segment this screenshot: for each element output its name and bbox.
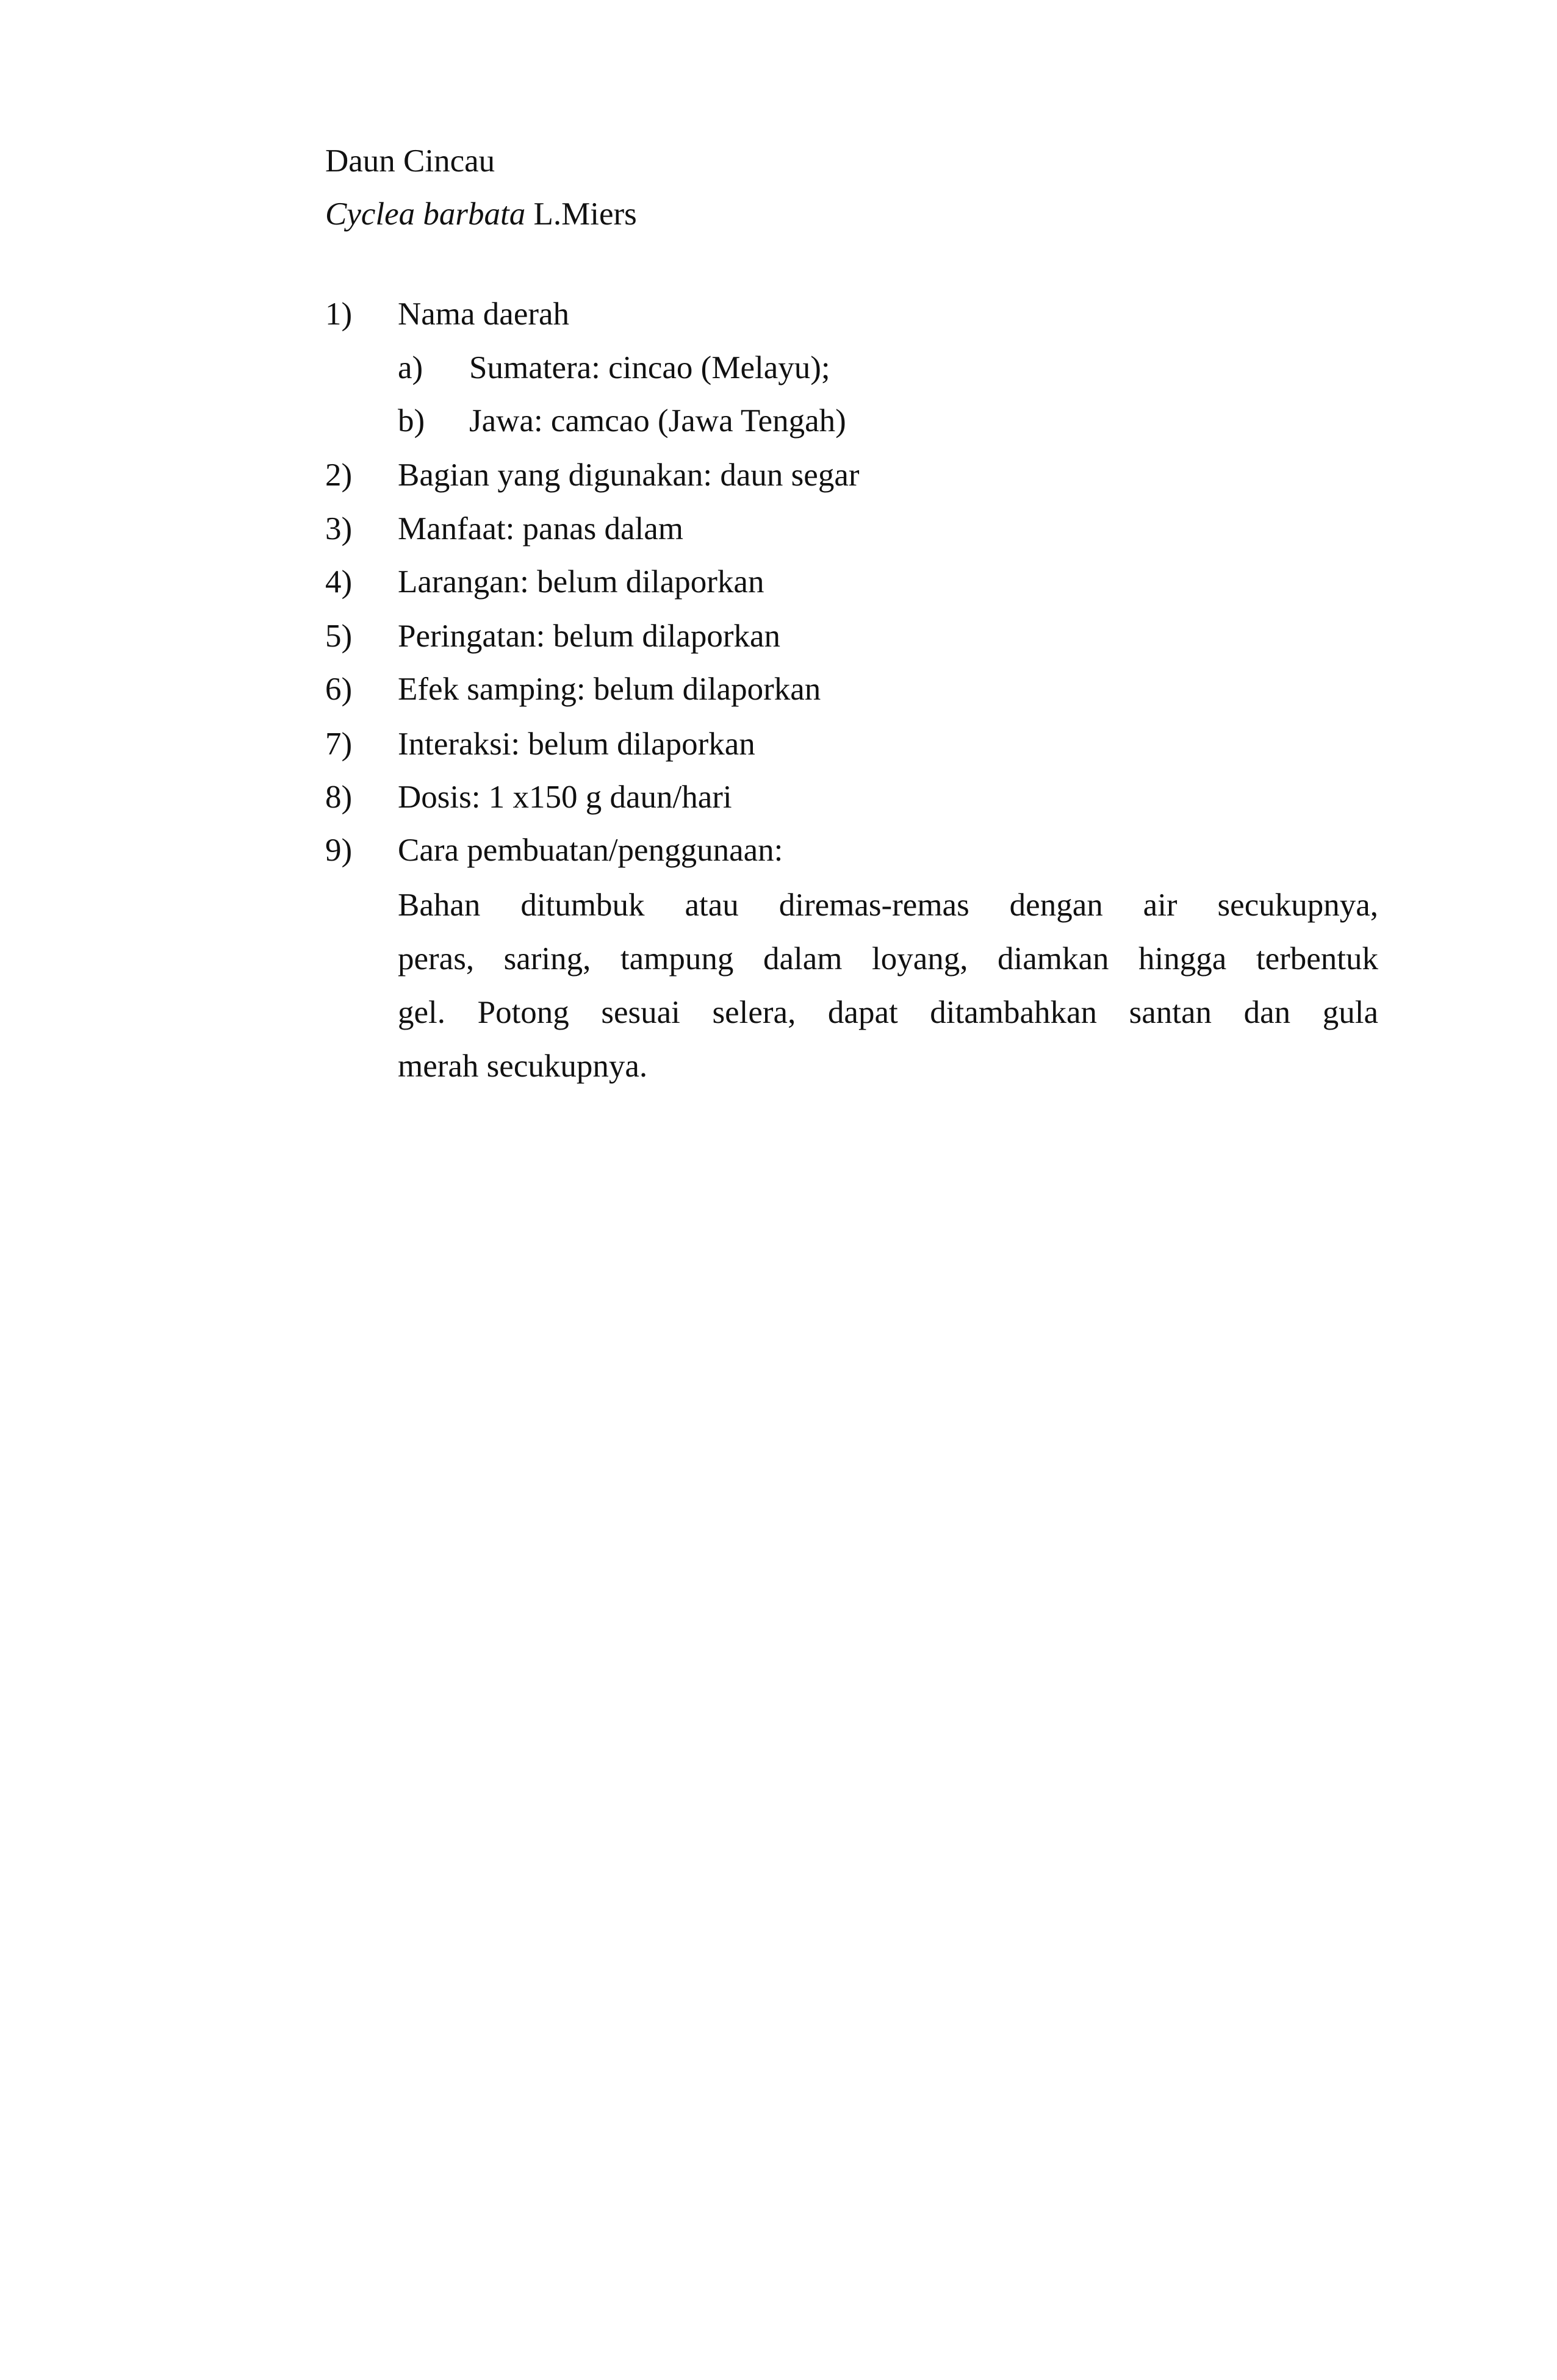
item-number: 2) [325, 457, 353, 493]
item-number: 9) [325, 833, 353, 868]
paragraph-line: gel. Potong sesuai selera, dapat ditambahkan santan dan gula [398, 995, 1378, 1030]
item-number: 5) [325, 618, 353, 654]
paragraph-line: merah secukupnya. [398, 1048, 648, 1084]
subitem-text: Jawa: camcao (Jawa Tengah) [469, 403, 846, 439]
paragraph-line: Bahan ditumbuk atau diremas-remas dengan air secukupnya, [398, 887, 1378, 923]
item-number: 7) [325, 726, 353, 762]
item-text: Larangan: belum dilaporkan [398, 564, 764, 600]
item-number: 3) [325, 511, 353, 547]
item-text: Dosis: 1 x150 g daun/hari [398, 780, 732, 815]
list-item [0, 662, 1557, 716]
item-text: Peringatan: belum dilaporkan [398, 618, 780, 654]
list-item [0, 609, 1557, 663]
subitem-letter: b) [398, 403, 425, 439]
list-item [0, 448, 1557, 502]
list-item [0, 287, 1557, 341]
item-text: Cara pembuatan/penggunaan: [398, 833, 783, 868]
item-text: Bagian yang digunakan: daun segar [398, 457, 860, 493]
subitem-letter: a) [398, 350, 423, 385]
list-item [0, 502, 1557, 556]
item-text: Efek samping: belum dilaporkan [398, 672, 821, 707]
item-text: Nama daerah [398, 296, 570, 332]
species-author: L.Miers [533, 196, 637, 232]
list-item [0, 770, 1557, 824]
list-item [0, 823, 1557, 877]
sub-list-item [0, 394, 1557, 448]
preparation-paragraph [398, 878, 1378, 1093]
species-latin-name: Cyclea barbata [325, 196, 526, 232]
item-number: 8) [325, 780, 353, 815]
subitem-text: Sumatera: cincao (Melayu); [469, 350, 830, 385]
list-item [0, 555, 1557, 609]
item-number: 6) [325, 672, 353, 707]
item-text: Interaksi: belum dilaporkan [398, 726, 755, 762]
item-number: 1) [325, 296, 353, 332]
sub-list-item [0, 341, 1557, 395]
species-name [325, 187, 637, 241]
item-number: 4) [325, 564, 353, 600]
document-title: Daun Cincau [325, 143, 495, 179]
paragraph-line: peras, saring, tampung dalam loyang, diamkan hingga terbentuk [398, 941, 1378, 977]
list-item [0, 717, 1557, 771]
item-text: Manfaat: panas dalam [398, 511, 683, 547]
